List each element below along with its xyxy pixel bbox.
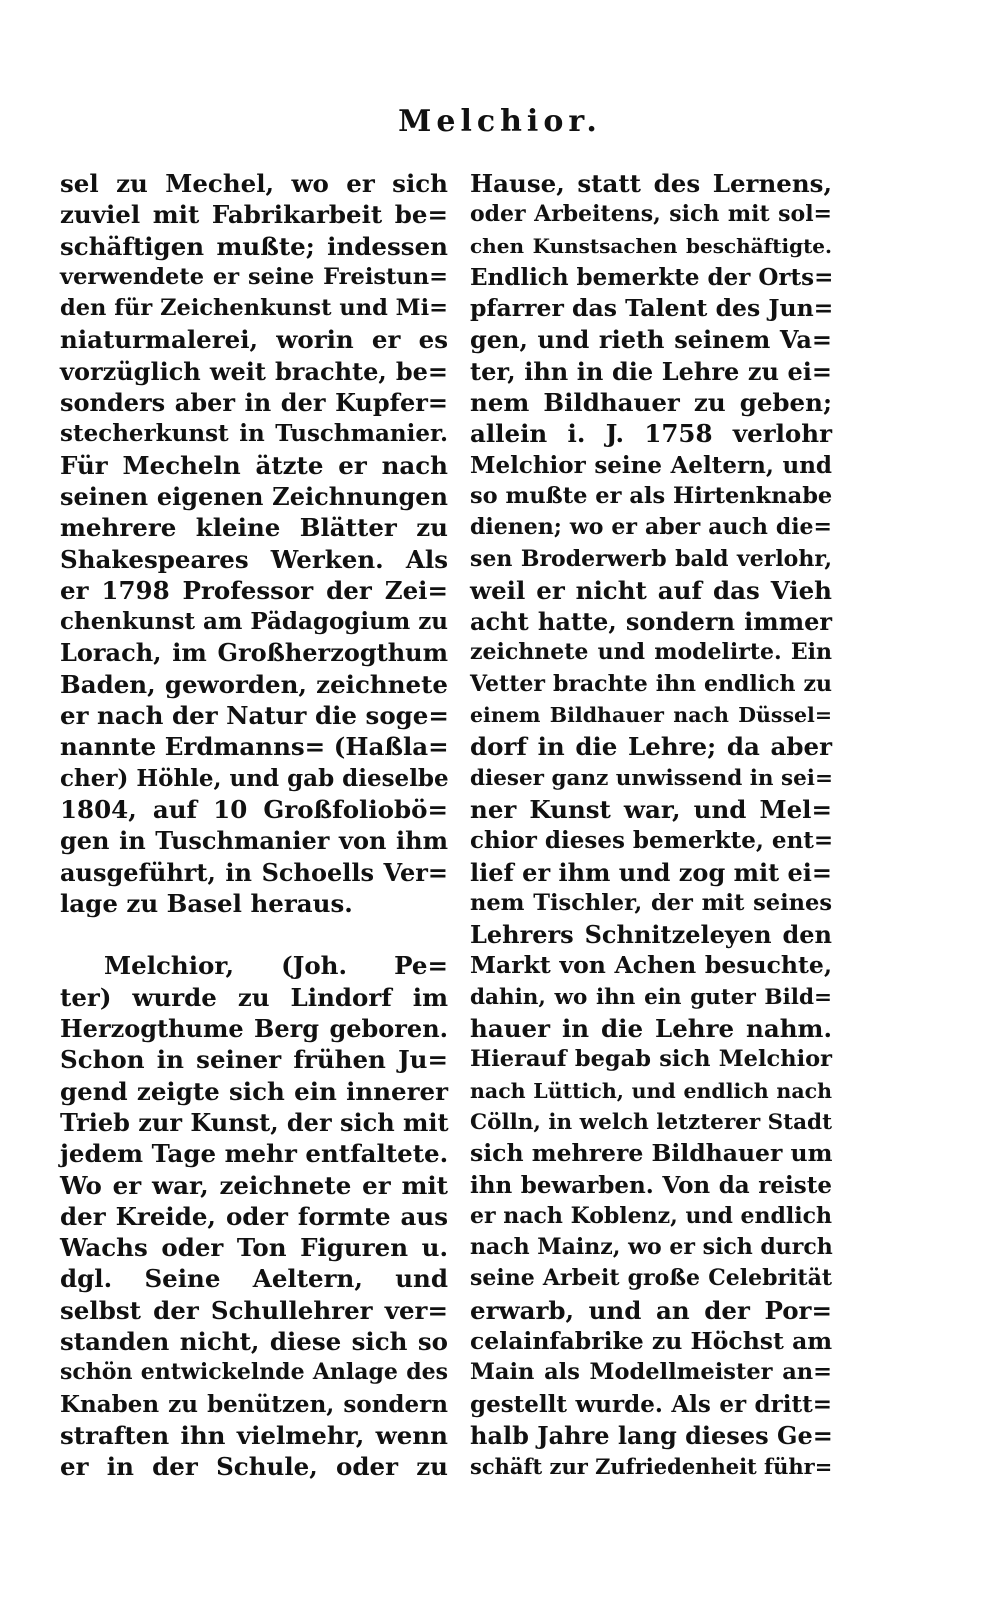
text-line: nannte Erdmanns= (Haßla=: [60, 732, 449, 762]
text-line: Wachs oder Ton Figuren u.: [60, 1233, 448, 1263]
text-line: Shakespeares Werken. Als: [60, 544, 448, 574]
text-line: Markt von Achen besuchte,: [470, 951, 832, 980]
text-line: chen Kunstsachen beschäftigte.: [470, 233, 832, 258]
text-line: selbst der Schullehrer ver=: [60, 1295, 448, 1325]
text-line: gend zeigte sich ein innerer: [60, 1076, 448, 1106]
text-line: nem Tischler, der mit seines: [470, 889, 832, 916]
text-line: den für Zeichenkunst und Mi=: [60, 295, 448, 322]
text-line: oder Arbeitens, sich mit sol=: [470, 201, 832, 228]
text-line: ter, ihn in die Lehre zu ei=: [470, 356, 832, 386]
text-line: schön entwickelnde Anlage des: [60, 1359, 448, 1386]
text-line: stecherkunst in Tuschmanier.: [60, 420, 448, 448]
text-line: ihn bewarben. Von da reiste: [470, 1171, 832, 1199]
text-line: zeichnete und modelirte. Ein: [470, 639, 832, 666]
text-line: dahin, wo ihn ein guter Bild=: [470, 984, 832, 1010]
text-line: nach Lüttich, und endlich nach: [470, 1078, 832, 1103]
text-line: chenkunst am Pädagogium zu: [60, 608, 448, 636]
text-line: Main als Modellmeister an=: [470, 1359, 832, 1386]
text-line: Lorach, im Großherzogthum: [60, 638, 448, 668]
text-line: lage zu Basel heraus.: [60, 888, 353, 918]
text-line: pfarrer das Talent des Jun=: [470, 294, 834, 323]
text-line: dgl. Seine Aeltern, und: [60, 1264, 448, 1294]
text-line: Wo er war, zeichnete er mit: [60, 1170, 448, 1200]
text-line: nach Mainz, wo er sich durch: [470, 1234, 833, 1261]
text-line: gen, und rieth seinem Va=: [470, 325, 832, 355]
text-line: dienen; wo er aber auch die=: [470, 514, 832, 541]
text-line: straften ihn vielmehr, wenn: [60, 1420, 448, 1450]
text-line: er nach der Natur die soge=: [60, 701, 449, 731]
text-line: er nach Koblenz, und endlich: [470, 1202, 832, 1229]
text-line: 1804, auf 10 Großfoliobö=: [60, 794, 448, 824]
text-line: seine Arbeit große Celebrität: [470, 1265, 832, 1292]
text-line: Herzogthume Berg geboren.: [60, 1014, 448, 1044]
text-line: sich mehrere Bildhauer um: [470, 1139, 833, 1168]
text-line: er in der Schule, oder zu: [60, 1452, 448, 1482]
text-line: nem Bildhauer zu geben;: [470, 388, 832, 418]
text-line: gen in Tuschmanier von ihm: [60, 826, 448, 856]
text-line: vorzüglich weit brachte, be=: [60, 356, 448, 386]
text-line: allein i. J. 1758 verlohr: [470, 419, 832, 449]
text-line: Hierauf begab sich Melchior: [470, 1046, 832, 1073]
text-line: Endlich bemerkte der Orts=: [470, 263, 834, 291]
text-line: seinen eigenen Zeichnungen: [60, 481, 448, 511]
text-line: der Kreide, oder formte aus: [60, 1201, 448, 1231]
text-line: schäft zur Zufriedenheit führ=: [470, 1454, 833, 1480]
text-line: mehrere kleine Blätter zu: [60, 513, 448, 543]
right-text-column: [470, 168, 832, 1482]
text-line: Trieb zur Kunst, der sich mit: [60, 1107, 449, 1137]
text-line: erwarb, und an der Por=: [470, 1295, 832, 1325]
text-line: einem Bildhauer nach Düssel=: [470, 703, 832, 728]
text-line: Hause, statt des Lernens,: [470, 169, 832, 198]
text-line: dorf in die Lehre; da aber: [470, 732, 832, 762]
text-line: Melchior, (Joh. Pe=: [104, 951, 448, 981]
text-line: halb Jahre lang dieses Ge=: [470, 1420, 833, 1450]
text-line: cher) Höhle, und gab dieselbe: [60, 764, 449, 792]
paragraph-gap: [60, 919, 448, 950]
text-line: standen nicht, diese sich so: [60, 1326, 448, 1356]
text-line: dieser ganz unwissend in sei=: [470, 765, 833, 791]
text-line: sen Broderwerb bald verlohr,: [470, 545, 832, 572]
text-line: er 1798 Professor der Zei=: [60, 575, 448, 605]
text-line: ner Kunst war, und Mel=: [470, 794, 832, 824]
text-line: sel zu Mechel, wo er sich: [60, 169, 448, 198]
text-line: Schon in seiner frühen Ju=: [60, 1045, 448, 1075]
text-line: verwendete er seine Freistun=: [60, 263, 448, 290]
text-line: weil er nicht auf das Vieh: [470, 575, 832, 605]
text-line: zuviel mit Fabrikarbeit be=: [60, 200, 448, 230]
text-line: Baden, geworden, zeichnete: [60, 669, 448, 699]
text-line: jedem Tage mehr entfaltete.: [60, 1139, 449, 1169]
left-text-column: [60, 168, 448, 1482]
text-line: gestellt wurde. Als er dritt=: [470, 1390, 832, 1418]
text-line: Lehrers Schnitzeleyen den: [470, 920, 832, 950]
text-line: ausgeführt, in Schoells Ver=: [60, 857, 448, 887]
text-line: ter) wurde zu Lindorf im: [60, 982, 448, 1012]
text-line: acht hatte, sondern immer: [470, 607, 832, 637]
text-line: Vetter brachte ihn endlich zu: [470, 670, 832, 697]
text-line: celainfabrike zu Höchst am: [470, 1326, 833, 1355]
text-line: Cölln, in welch letzterer Stadt: [470, 1109, 833, 1135]
text-line: niaturmalerei, worin er es: [60, 325, 448, 355]
text-line: Für Mecheln ätzte er nach: [60, 450, 448, 480]
text-line: schäftigen mußte; indessen: [60, 231, 448, 261]
running-title: Melchior.: [398, 104, 602, 139]
text-line: sonders aber in der Kupfer=: [60, 388, 448, 418]
text-line: Melchior seine Aeltern, und: [470, 451, 832, 479]
text-line: chior dieses bemerkte, ent=: [470, 827, 834, 855]
text-line: hauer in die Lehre nahm.: [470, 1014, 832, 1044]
text-line: Knaben zu benützen, sondern: [60, 1390, 448, 1418]
text-line: so mußte er als Hirtenknabe: [470, 482, 833, 509]
text-line: lief er ihm und zog mit ei=: [470, 857, 833, 887]
